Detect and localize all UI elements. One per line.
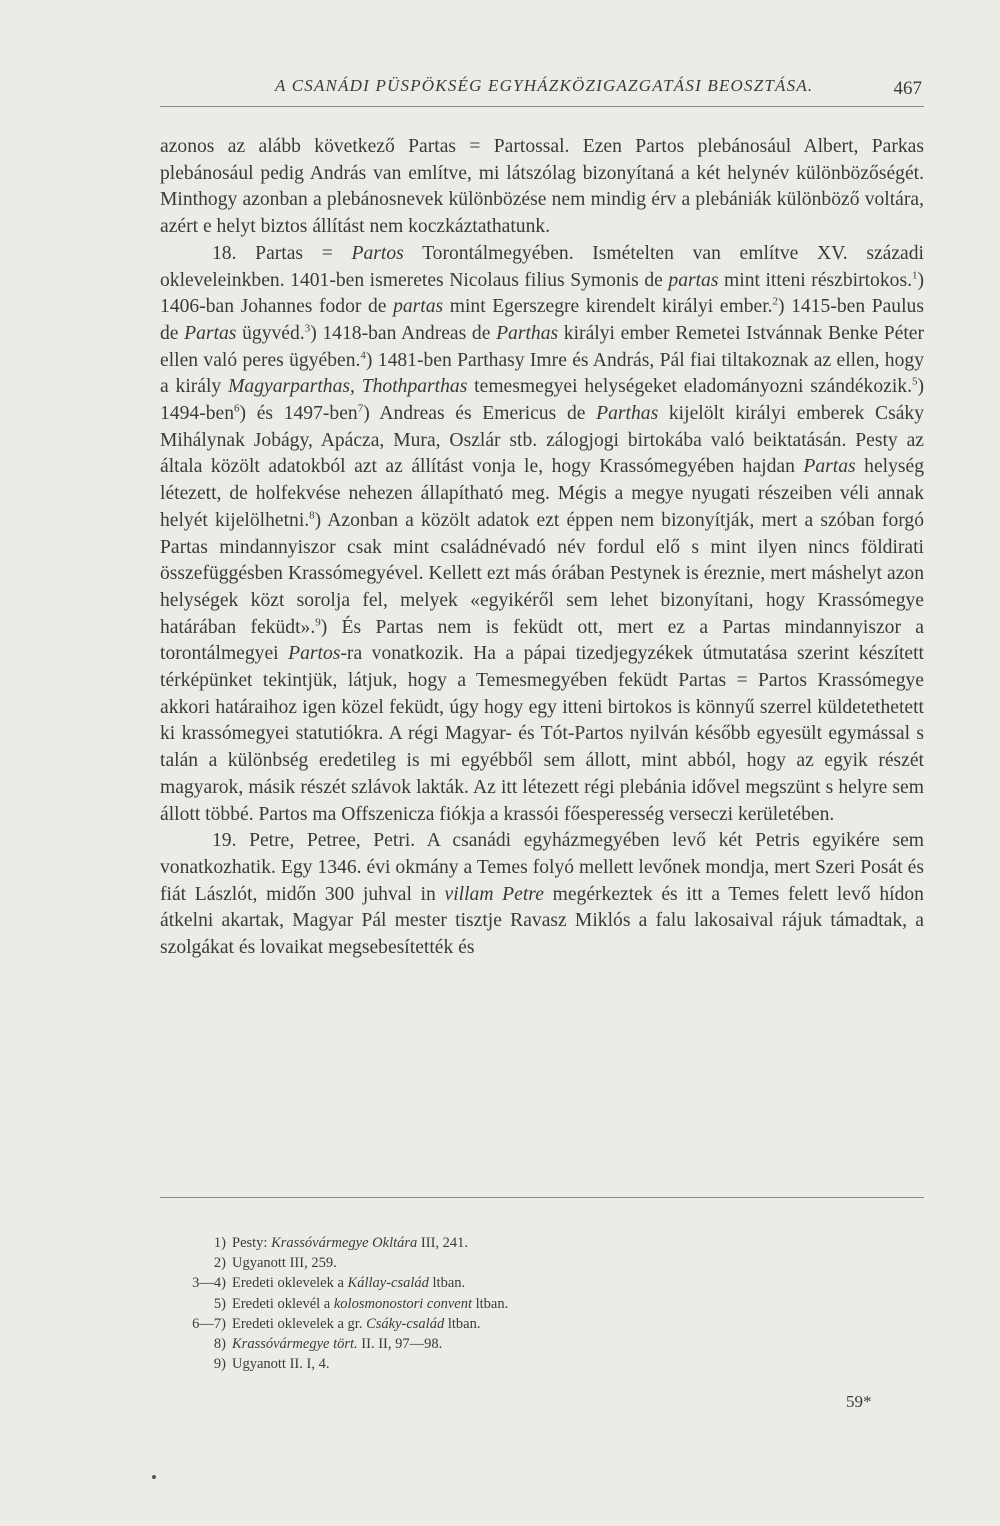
footnote-text: Eredeti oklevél a kolosmonostori convent ltban. (232, 1295, 509, 1312)
footnote (160, 1273, 924, 1293)
footnote (160, 1233, 924, 1253)
footnote-text: Ugyanott III, 259. (232, 1255, 337, 1272)
footnote-mark: 5) (213, 1295, 226, 1312)
signature-mark: 59* (846, 1392, 872, 1411)
paragraph: 19. Petre, Petree, Petri. A csanádi egyházmegyében levő két Petris egyikére sem vonatkozhatik. Egy 1346. évi okmány a Temes folyó mellett levőnek mondja, mert Szeri Posát és fiát Lászlót, midőn 300 juhval in villam Petre megérkeztek és itt a Temes felett levő hídon átkelni akartak, Magyar Pál mester tisztje Ravasz Miklós a falu lakosaival rájuk támadtak, a szolgákat és lovaikat megsebesítették és (160, 830, 924, 959)
print-speck (152, 1475, 156, 1479)
footnote (160, 1253, 924, 1273)
footnote-text: Krassóvármegye tört. II. II, 97—98. (232, 1335, 443, 1352)
footnotes (160, 1233, 924, 1374)
paragraph: 18. Partas = Partos Torontálmegyében. Ismételten van említve XV. századi okleveleinkben. 1401-ben ismeretes Nicolaus filius Symonis de partas mint itteni részbirtokos.$^1$) 1406-ban Johannes fodor de partas mint Egerszegre kirendelt királyi ember.$^2$) 1415-ben Paulus de Partas ügyvéd.$^3$) 1418-ban Andreas de Parthas királyi ember Remetei Istvánnak Benke Péter ellen való peres ügyében.$^4$) 1481-ben Parthasy Imre és András, Pál fiai tiltakoznak az ellen, hogy a király Magyarparthas, Thothparthas temesmegyei helységeket eladományozni szándékozik.$^5$) 1494-ben$^6$) és 1497-ben$^7$) Andreas és Emericus de Parthas kijelölt királyi emberek Csáky Mihálynak Jobágy, Apácza, Mura, Oszlár stb. zálogjogi birtokába való beiktatásán. Pesty az általa közölt adatokból azt az állítást vonja le, hogy Krassómegyében hajdan Partas helység létezett, de holfekvése nehezen állapítható meg. Mégis a megye nyugati részeiben véli annak helyét kijelölhetni.$^8$) Azonban a közölt adatok ezt éppen nem bizonyítják, mert a szóban forgó Partas mindannyiszor csak mint családnévadó név fordul elő s mint ilyen nincs földirati összefüggésben Krassómegyével. Kellett ezt más órában Pestynek is éreznie, mert máshelyt azon helységek közt sorolja fel, melyek «egyikéről sem lehet bizonyítani, hogy Krassómegye határában feküdt».$^9$) És Partas nem is feküdt ott, mert ez a Partas mindannyiszor a torontálmegyei Partos-ra vonatkozik. Ha a pápai tizedjegyzékek útmutatása szerint készített térképünket tekintjük, látjuk, hogy a Temesmegyében feküdt Partas = Partos Krassómegye akkori határaihoz igen közel feküdt, úgy hogy egy itteni birtokos is könnyű szerrel küldetethetett ki krassómegyei statutiókra. A régi Magyar- és Tót-Partos nyilván később egyesült egymással s talán a különbség eredetileg is mi egyébből sem állott, mint abból, hogy az egyik részét magyarok, másik részét szlávok lakták. Az itt létezett régi plebánia idővel megszünt s helyre sem állott többé. Partos ma Offszenicza fiókja a krassói főesperesség verseczi kerületében. (160, 242, 925, 825)
footnote (160, 1334, 924, 1354)
page-header (160, 74, 924, 104)
footnote-text: Pesty: Krassóvármegye Okltára III, 241. (232, 1235, 469, 1251)
footnote-mark: 3—4) (192, 1275, 226, 1292)
footnote-mark: 8) (213, 1335, 226, 1352)
paragraph: azonos az alább következő Partas = Partossal. Ezen Partos plebánosául Albert, Parkas plebánosául pedig András van említve, mi látszólag bizonyítaná a két helynév különbözőségét. Minthogy azonban a plebánosnevek különbözése nem mindig érv a plebániák különböző voltára, azért e helyt biztos állítást nem koczkáztathatunk. (160, 136, 924, 238)
footnote-text: Eredeti oklevelek a Kállay-család ltban. (232, 1275, 466, 1292)
footnote-text: Eredeti oklevelek a gr. Csáky-család ltban. (232, 1315, 481, 1332)
header-rule (160, 106, 924, 107)
running-title: A CSANÁDI PÜSPÖKSÉG EGYHÁZKÖZIGAZGATÁSI BEOSZTÁSA. (275, 76, 814, 95)
footnote (160, 1294, 924, 1314)
footnote-text: Ugyanott II. I, 4. (232, 1356, 330, 1373)
footnote-mark: 6—7) (192, 1315, 226, 1332)
footnote-rule (160, 1197, 924, 1198)
footnote-mark: 9) (213, 1356, 226, 1373)
body-text (160, 134, 924, 962)
footnote-mark: 1) (213, 1235, 226, 1251)
footnote (160, 1314, 924, 1334)
footnote (160, 1354, 924, 1374)
footnote-mark: 2) (213, 1255, 226, 1272)
page-number: 467 (893, 78, 922, 99)
